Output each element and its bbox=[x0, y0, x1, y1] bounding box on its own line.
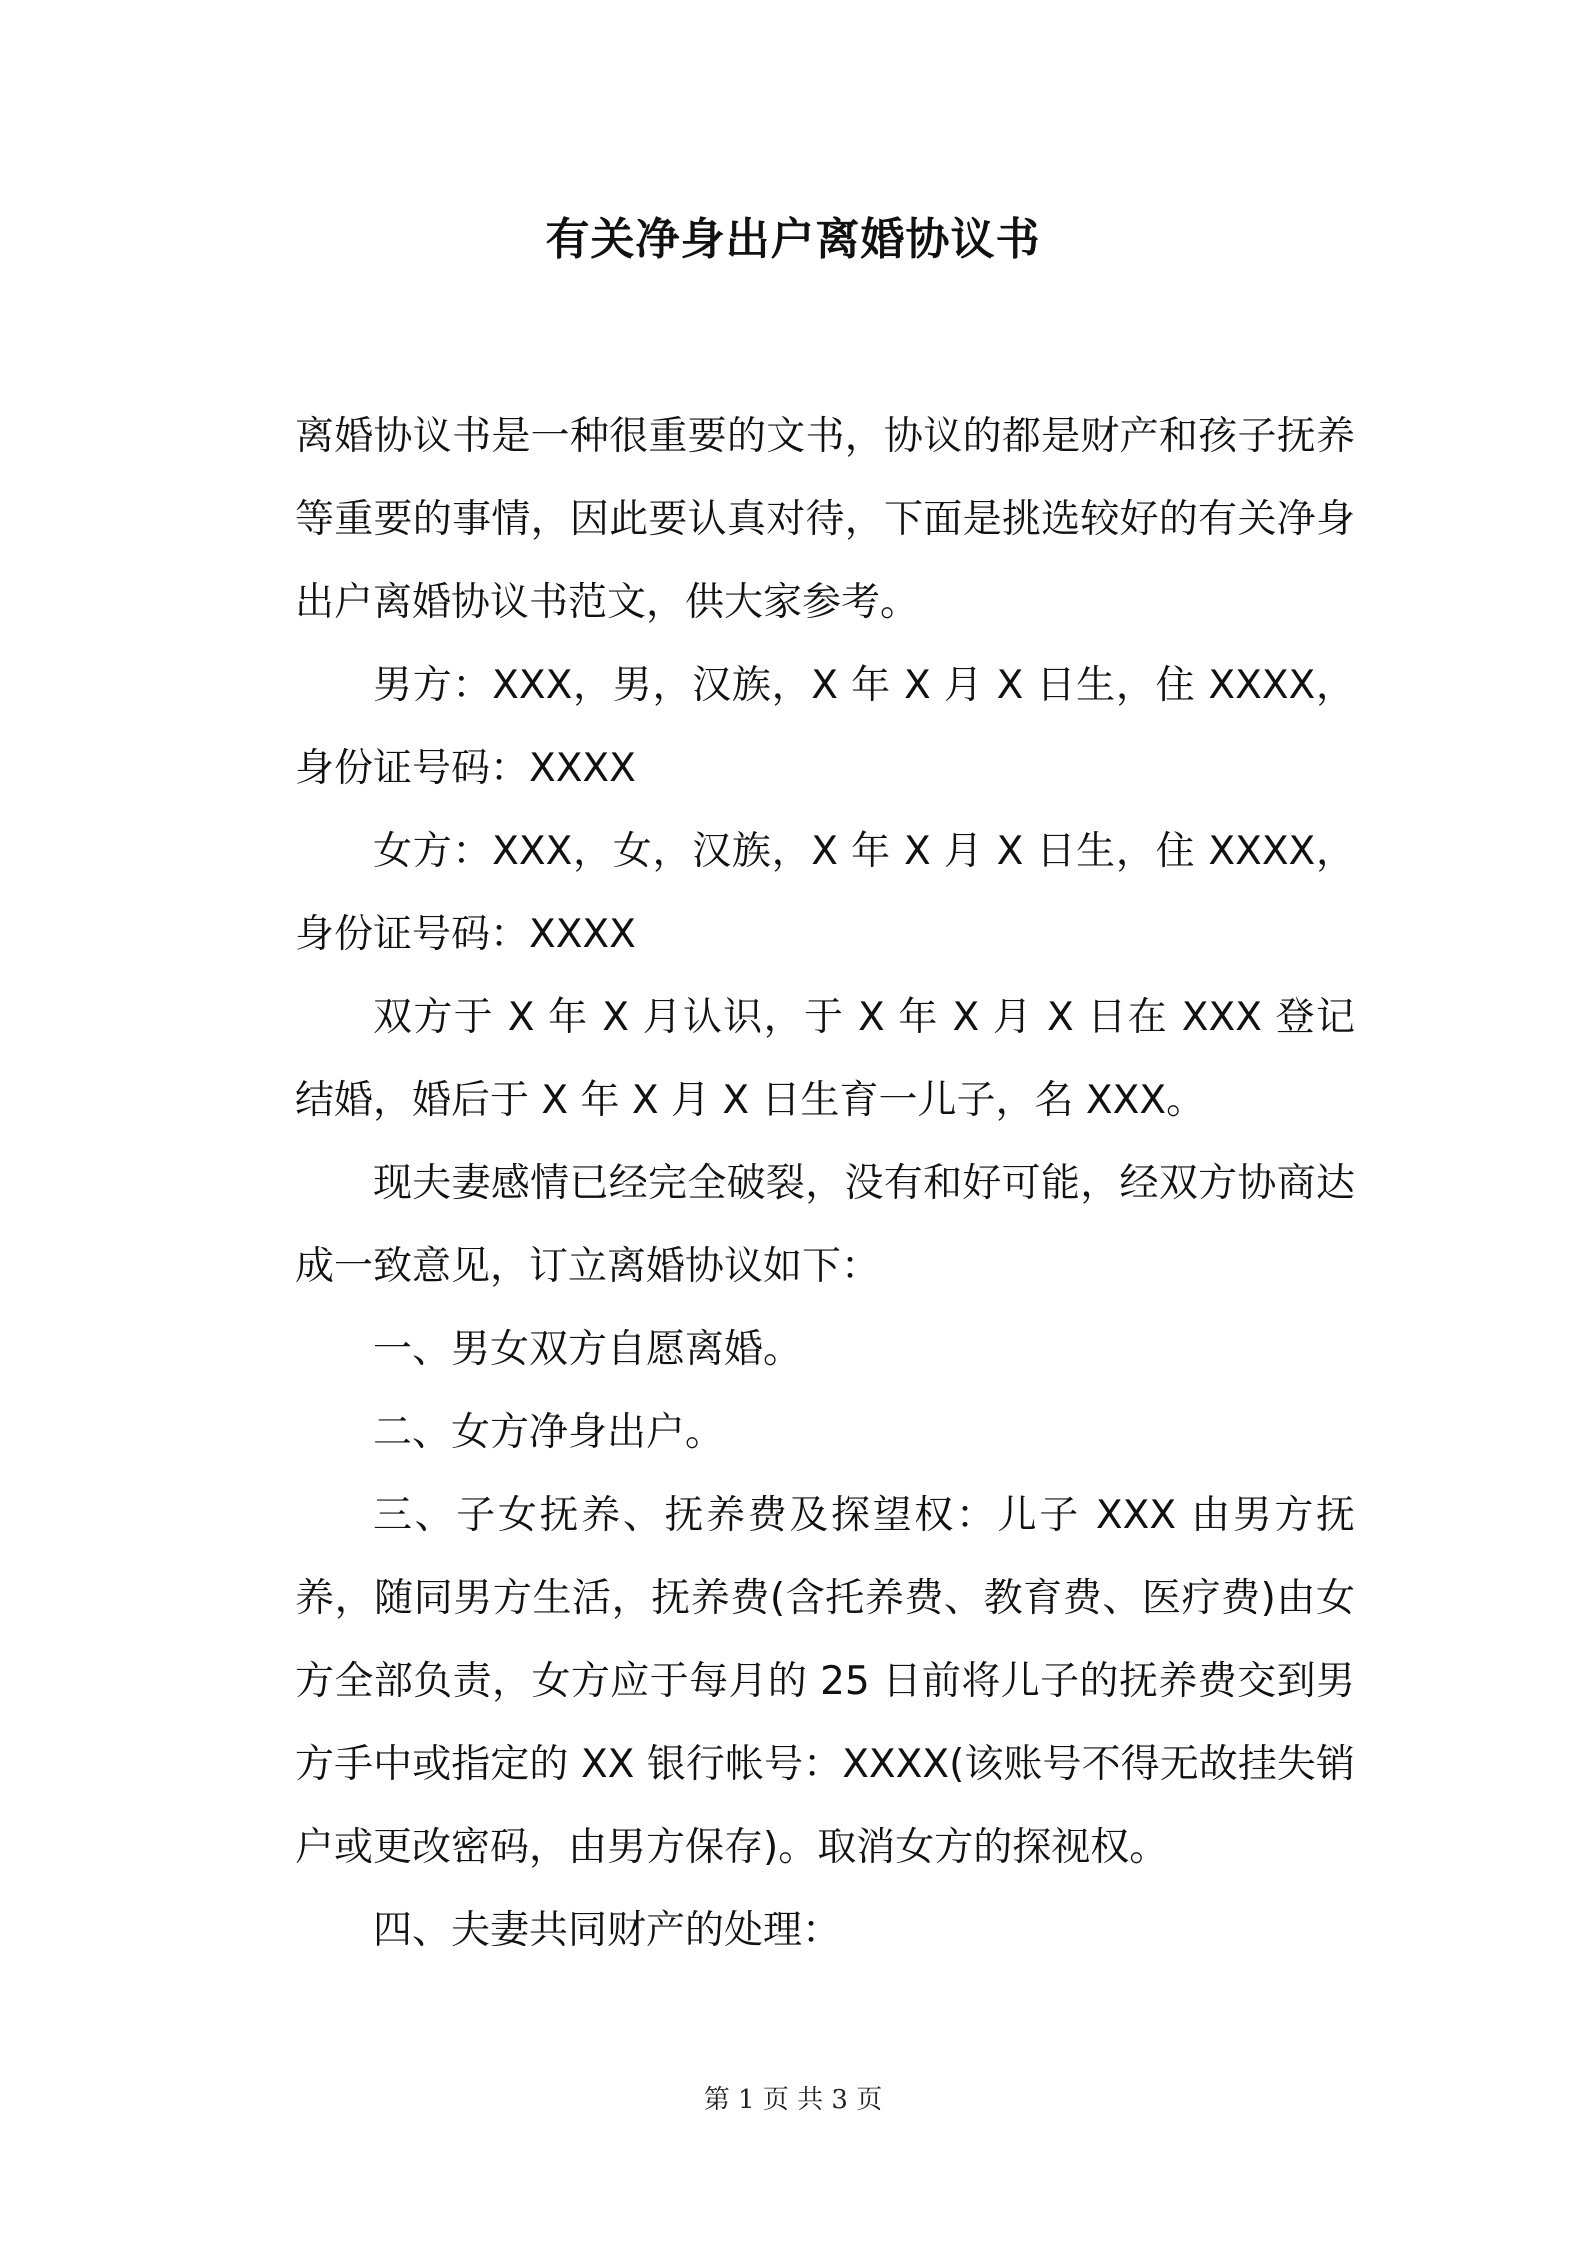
document-title: 有关净身出户离婚协议书 bbox=[545, 214, 1041, 265]
paragraph-husband-info: 男方：XXX，男，汉族，X 年 X 月 X 日生，住 XXXX，身份证号码：XXXX bbox=[295, 663, 1355, 791]
paragraph-marriage-history: 双方于 X 年 X 月认识，于 X 年 X 月 X 日在 XXX 登记结婚，婚后于 X 年 X 月 X 日生育一儿子，名 XXX。 bbox=[295, 995, 1355, 1123]
page-number-footer: 第 1 页 共 3 页 bbox=[703, 2085, 883, 2115]
document-body bbox=[295, 395, 1355, 1972]
clause-4: 四、夫妻共同财产的处理： bbox=[373, 1908, 842, 1953]
paragraph-agreement-basis: 现夫妻感情已经完全破裂，没有和好可能，经双方协商达成一致意见，订立离婚协议如下： bbox=[295, 1161, 1355, 1289]
paragraph-intro: 离婚协议书是一种很重要的文书，协议的都是财产和孩子抚养等重要的事情，因此要认真对待，下面是挑选较好的有关净身出户离婚协议书范文，供大家参考。 bbox=[295, 414, 1355, 625]
clause-3: 三、子女抚养、抚养费及探望权：儿子 XXX 由男方抚养，随同男方生活，抚养费(含托养费、教育费、医疗费)由女方全部负责，女方应于每月的 25 日前将儿子的抚养费交到男方手中或指定的 XX 银行帐号：XXXX(该账号不得无故挂失销户或更改密码，由男方保存)。取消女方的探视权。 bbox=[295, 1493, 1355, 1870]
paragraph-wife-info: 女方：XXX，女，汉族，X 年 X 月 X 日生，住 XXXX，身份证号码：XXXX bbox=[295, 829, 1355, 957]
clause-2: 二、女方净身出户。 bbox=[373, 1410, 725, 1455]
clause-1: 一、男女双方自愿离婚。 bbox=[373, 1327, 803, 1372]
